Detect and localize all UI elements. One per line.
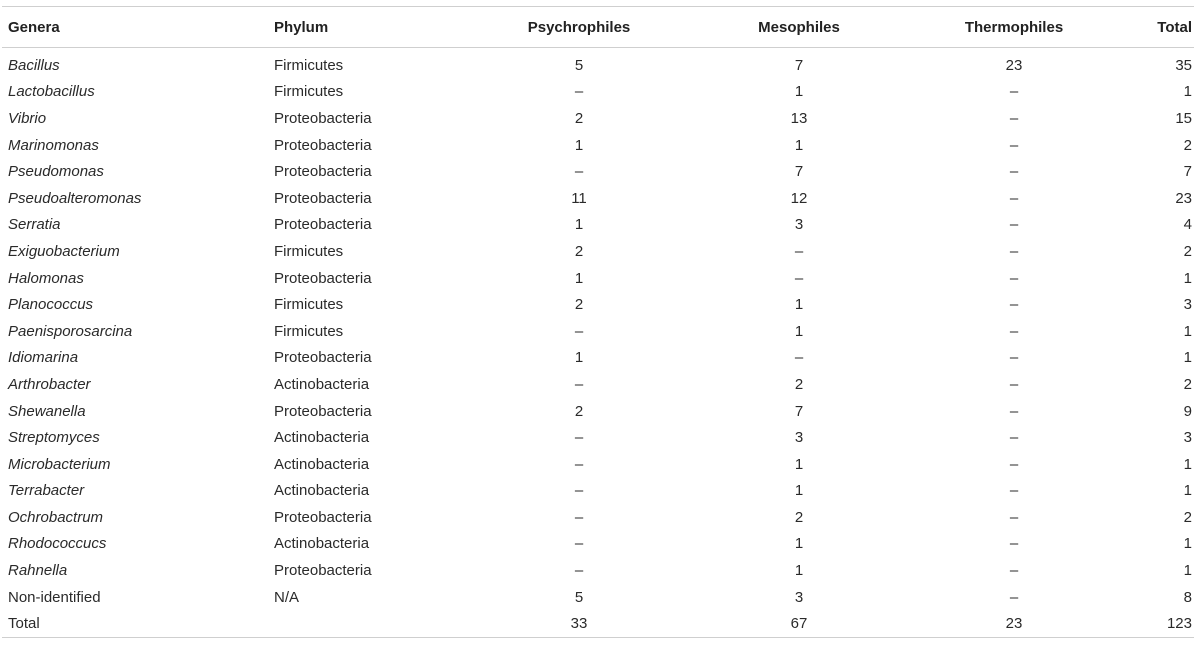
cell-psychrophiles: 1 [574, 349, 584, 367]
table-header [2, 7, 1194, 48]
cell-thermophiles: – [1009, 455, 1019, 473]
cell-genera: Vibrio [8, 109, 47, 127]
table-row [2, 212, 1194, 239]
cell-mesophiles: 1 [794, 482, 804, 500]
cell-genera: Total [8, 615, 40, 633]
cell-mesophiles: – [794, 269, 804, 287]
cell-thermophiles: – [1009, 588, 1019, 606]
cell-thermophiles: – [1009, 216, 1019, 234]
cell-thermophiles: – [1009, 508, 1019, 526]
cell-mesophiles: 3 [794, 588, 804, 606]
cell-psychrophiles: 2 [574, 296, 584, 314]
cell-psychrophiles: – [574, 482, 584, 500]
cell-thermophiles: – [1009, 109, 1019, 127]
cell-total: 2 [1183, 375, 1192, 393]
cell-thermophiles: – [1009, 136, 1019, 154]
cell-total: 9 [1183, 402, 1192, 420]
header-thermophiles: Thermophiles [964, 18, 1064, 36]
cell-psychrophiles: – [574, 375, 584, 393]
cell-total: 7 [1183, 163, 1192, 181]
table-row [2, 318, 1194, 345]
header-mesophiles: Mesophiles [758, 18, 840, 36]
cell-phylum: Proteobacteria [274, 109, 372, 127]
cell-total: 123 [1166, 615, 1192, 633]
cell-mesophiles: 1 [794, 296, 804, 314]
cell-psychrophiles: – [574, 429, 584, 447]
table-row [2, 79, 1194, 106]
cell-psychrophiles: 2 [574, 242, 584, 260]
cell-genera: Pseudoalteromonas [8, 189, 142, 207]
cell-phylum: Actinobacteria [274, 535, 370, 553]
table-row [2, 185, 1194, 212]
cell-psychrophiles: 2 [574, 109, 584, 127]
cell-psychrophiles: 11 [571, 189, 587, 207]
cell-total: 35 [1175, 56, 1192, 74]
table-row [2, 265, 1194, 292]
table-row [2, 105, 1194, 132]
cell-thermophiles: – [1009, 189, 1019, 207]
cell-mesophiles: – [794, 242, 804, 260]
cell-genera: Microbacterium [8, 455, 111, 473]
cell-thermophiles: – [1009, 322, 1019, 340]
table-row [2, 557, 1194, 584]
cell-psychrophiles: – [574, 322, 584, 340]
cell-mesophiles: 12 [790, 189, 808, 207]
cell-psychrophiles: – [574, 163, 584, 181]
cell-mesophiles: 1 [794, 535, 804, 553]
header-psychrophiles: Psychrophiles [527, 18, 631, 36]
cell-mesophiles: 1 [794, 562, 804, 580]
cell-genera: Lactobacillus [8, 83, 95, 101]
cell-phylum: Actinobacteria [274, 482, 370, 500]
cell-genera: Streptomyces [8, 429, 100, 447]
cell-genera: Bacillus [8, 56, 60, 74]
cell-genera: Halomonas [8, 269, 84, 287]
cell-phylum: Proteobacteria [274, 216, 372, 234]
cell-phylum: Firmicutes [274, 322, 344, 340]
cell-thermophiles: – [1009, 562, 1019, 580]
cell-genera: Serratia [8, 216, 61, 234]
cell-phylum: Actinobacteria [274, 375, 370, 393]
cell-genera: Idiomarina [8, 349, 79, 367]
header-phylum: Phylum [274, 18, 329, 36]
cell-thermophiles: – [1009, 349, 1019, 367]
table-row [2, 371, 1194, 398]
cell-thermophiles: 23 [1005, 56, 1023, 74]
cell-phylum: Proteobacteria [274, 349, 372, 367]
cell-phylum: Actinobacteria [274, 429, 370, 447]
cell-total: 1 [1183, 83, 1192, 101]
cell-phylum: Firmicutes [274, 296, 344, 314]
cell-thermophiles: – [1009, 296, 1019, 314]
cell-phylum: Proteobacteria [274, 269, 372, 287]
cell-mesophiles: 3 [794, 216, 804, 234]
cell-thermophiles: – [1009, 375, 1019, 393]
cell-total: 1 [1183, 349, 1192, 367]
cell-genera: Arthrobacter [8, 375, 91, 393]
cell-genera: Rhodococcucs [8, 535, 107, 553]
cell-phylum: Proteobacteria [274, 508, 372, 526]
cell-mesophiles: 2 [794, 375, 804, 393]
cell-phylum [268, 610, 454, 637]
cell-psychrophiles: 5 [574, 56, 584, 74]
cell-mesophiles: 7 [794, 56, 804, 74]
cell-thermophiles: – [1009, 402, 1019, 420]
genera-distribution-table [2, 6, 1194, 638]
cell-genera: Pseudomonas [8, 163, 104, 181]
header-genera: Genera [8, 18, 60, 36]
table-row [2, 451, 1194, 478]
table-row [2, 158, 1194, 185]
cell-mesophiles: 7 [794, 402, 804, 420]
cell-phylum: Actinobacteria [274, 455, 370, 473]
cell-mesophiles: 3 [794, 429, 804, 447]
header-row [2, 7, 1194, 48]
cell-genera: Paenisporosarcina [8, 322, 133, 340]
cell-total: 1 [1183, 269, 1192, 287]
cell-psychrophiles: 1 [574, 216, 584, 234]
cell-mesophiles: 2 [794, 508, 804, 526]
table-row [2, 238, 1194, 265]
cell-psychrophiles: – [574, 83, 584, 101]
table-row [2, 424, 1194, 451]
table-row [2, 345, 1194, 372]
header-total: Total [1157, 18, 1192, 36]
cell-phylum: Proteobacteria [274, 402, 372, 420]
table-row [2, 531, 1194, 558]
table-row [2, 398, 1194, 425]
cell-phylum: Proteobacteria [274, 562, 372, 580]
cell-psychrophiles: – [574, 535, 584, 553]
cell-mesophiles: 7 [794, 163, 804, 181]
cell-thermophiles: – [1009, 482, 1019, 500]
cell-total: 1 [1183, 535, 1192, 553]
cell-total: 4 [1183, 216, 1192, 234]
cell-genera: Planococcus [8, 296, 94, 314]
cell-total: 1 [1183, 455, 1192, 473]
cell-mesophiles: 1 [794, 83, 804, 101]
cell-genera: Marinomonas [8, 136, 99, 154]
cell-phylum: Firmicutes [274, 83, 344, 101]
cell-psychrophiles: 2 [574, 402, 584, 420]
table-row [2, 610, 1194, 637]
cell-phylum: Proteobacteria [274, 163, 372, 181]
table-body [2, 48, 1194, 638]
table-row [2, 478, 1194, 505]
cell-total: 2 [1183, 242, 1192, 260]
cell-total: 23 [1175, 189, 1192, 207]
cell-thermophiles: 23 [1005, 615, 1023, 633]
cell-thermophiles: – [1009, 535, 1019, 553]
cell-psychrophiles: – [574, 562, 584, 580]
cell-total: 1 [1183, 322, 1192, 340]
cell-thermophiles: – [1009, 269, 1019, 287]
table-row [2, 48, 1194, 79]
cell-phylum: Proteobacteria [274, 136, 372, 154]
cell-thermophiles: – [1009, 83, 1019, 101]
cell-phylum: Firmicutes [274, 242, 344, 260]
cell-total: 1 [1183, 482, 1192, 500]
cell-genera: Non-identified [8, 588, 101, 606]
cell-total: 3 [1183, 296, 1192, 314]
cell-genera: Rahnella [8, 562, 68, 580]
cell-mesophiles: 1 [794, 455, 804, 473]
table-row [2, 584, 1194, 611]
cell-genera: Exiguobacterium [8, 242, 120, 260]
cell-mesophiles: 67 [790, 615, 808, 633]
cell-total: 2 [1183, 136, 1192, 154]
cell-total: 3 [1183, 429, 1192, 447]
cell-mesophiles: 1 [794, 136, 804, 154]
table-row [2, 504, 1194, 531]
cell-total: 15 [1175, 109, 1192, 127]
cell-genera: Terrabacter [8, 482, 85, 500]
cell-psychrophiles: 1 [574, 136, 584, 154]
cell-total: 8 [1183, 588, 1192, 606]
cell-phylum: Proteobacteria [274, 189, 372, 207]
cell-thermophiles: – [1009, 242, 1019, 260]
cell-genera: Shewanella [8, 402, 86, 420]
cell-psychrophiles: 33 [570, 615, 588, 633]
cell-psychrophiles: – [574, 508, 584, 526]
cell-thermophiles: – [1009, 163, 1019, 181]
cell-total: 2 [1183, 508, 1192, 526]
cell-mesophiles: – [794, 349, 804, 367]
cell-psychrophiles: 5 [574, 588, 584, 606]
table-row [2, 291, 1194, 318]
cell-genera: Ochrobactrum [8, 508, 104, 526]
cell-total: 1 [1183, 562, 1192, 580]
cell-phylum: Firmicutes [274, 56, 344, 74]
cell-psychrophiles: 1 [574, 269, 584, 287]
cell-mesophiles: 1 [794, 322, 804, 340]
cell-mesophiles: 13 [790, 109, 808, 127]
cell-psychrophiles: – [574, 455, 584, 473]
cell-phylum: N/A [274, 588, 300, 606]
table-row [2, 132, 1194, 159]
cell-thermophiles: – [1009, 429, 1019, 447]
